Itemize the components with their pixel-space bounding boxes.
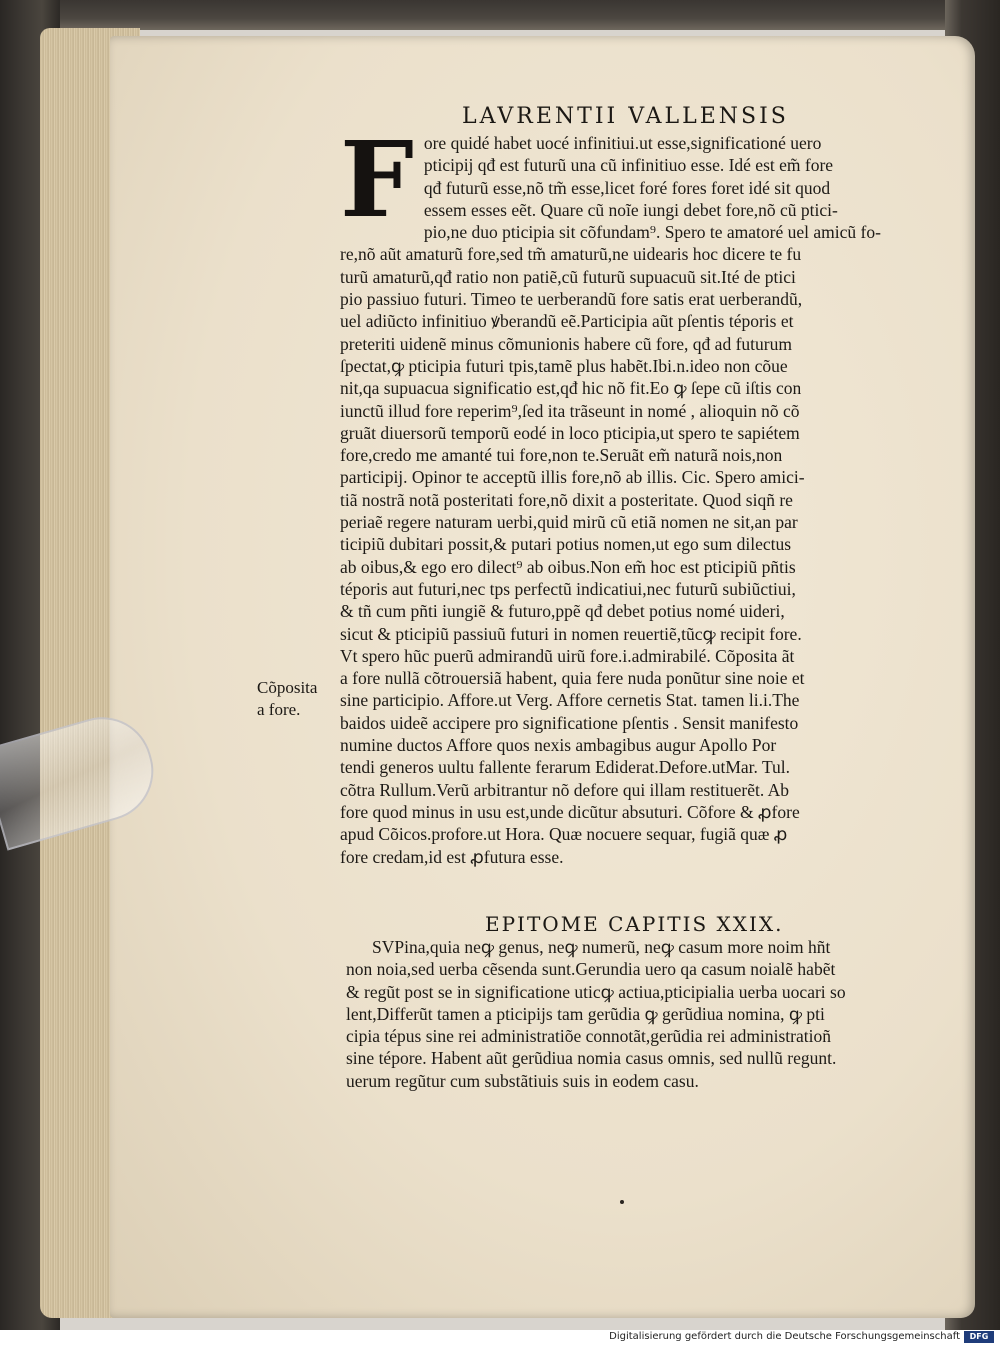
text-line: a fore nullã cõtrouersiã habent, quia fere nuda ponũtur sine noie et bbox=[340, 668, 805, 689]
text-line: SVPina,quia neꝙ genus, neꝙ numerũ, neꝙ casum more noim hñt bbox=[372, 937, 831, 957]
text-line: numine ductos Affore quos nexis ambagibus augur Apollo Por bbox=[340, 735, 777, 756]
text-line: téporis aut futuri,nec tps perfectũ indicatiui,nec futurũ subiũctiui, bbox=[340, 578, 796, 599]
book-cover-top bbox=[0, 0, 1000, 30]
text-line: qđ futurũ esse,nõ tm̃ esse,licet foré fores foret idé sit quod bbox=[423, 177, 831, 198]
marginal-note bbox=[257, 677, 342, 721]
page-speck bbox=[620, 1200, 624, 1204]
text-line: sine participio. Affore.ut Verg. Affore cernetis Stat. tamen li.i.The bbox=[340, 690, 800, 711]
text-line: nit,qa supuacua significatio est,qđ hic nõ fit.Eo ꝙ ſepe cũ iſtis con bbox=[340, 378, 802, 399]
text-line: & regũt post se in significatione uticꝙ actiua,pticipialia uerba uocari so bbox=[346, 981, 846, 1002]
text-line: tiã nostrã notã posteritati fore,nõ dixit a posteritate. Quod siqñ re bbox=[340, 489, 793, 510]
text-line: iunctũ illud fore reperim⁹,ſed ita trãseunt in nomé , alioquin nõ cõ bbox=[340, 400, 800, 421]
text-line: fore credam,id est ꝓfutura esse. bbox=[340, 846, 564, 867]
marginal-note-line: Cõposita bbox=[257, 678, 318, 697]
text-line: pio,ne duo pticipia sit cõfundam⁹. Spero te amatoré uel amicũ fo- bbox=[423, 222, 881, 243]
epitome-lines bbox=[346, 936, 946, 1092]
text-line: gruãt diuersorũ temporũ eodé in loco pticipia,ut spero te sapiétem bbox=[340, 422, 800, 443]
text-line: lent,Differũt tamen a pticipijs tam gerũdia ꝙ gerũdiua nomina, ꝙ pti bbox=[346, 1003, 825, 1024]
text-line: non noia,sed uerba cẽsenda sunt.Gerundia uero qa casum noialẽ habẽt bbox=[346, 959, 836, 980]
running-header: LAVRENTII VALLENSIS bbox=[462, 104, 789, 129]
text-line: sine tépore. Habent aũt gerũdiua nomia casus omnis, sed nullũ regunt. bbox=[346, 1048, 837, 1069]
footer-credit: Digitalisierung gefördert durch die Deutsche Forschungsgemeinschaft bbox=[609, 1331, 960, 1342]
text-line: re,nõ aũt amaturũ fore,sed tm̃ amaturũ,ne uidearis hoc dicere te fu bbox=[340, 244, 802, 265]
body-lines bbox=[340, 118, 940, 868]
text-line: apud Cõicos.profore.ut Hora. Quæ nocuere sequar, fugiã quæ ꝓ bbox=[340, 824, 788, 845]
text-line: ab oibus,& ego ero dilect⁹ ab oibus.Non em̃ hoc est pticipiũ pñtis bbox=[340, 556, 796, 577]
text-line: fore quod minus in usu est,unde dicũtur absuturi. Cõfore & ꝓfore bbox=[340, 801, 800, 822]
drop-cap-initial: F bbox=[340, 118, 414, 241]
text-line: ſpectat,ꝙ pticipia futuri tpis,tamẽ plus habẽt.Ibi.n.ideo non cõue bbox=[340, 355, 788, 376]
text-line: uel adiũcto infinitiuo ꝟberandũ eẽ.Participia aũt pſentis téporis et bbox=[340, 311, 794, 332]
epitome-title: EPITOME CAPITIS XXIX. bbox=[485, 912, 784, 936]
text-line: uerum regũtur cum substãtiuis suis in eodem casu. bbox=[346, 1070, 699, 1091]
text-line: pio passiuo futuri. Timeo te uerberandũ fore satis erat uerberandũ, bbox=[340, 289, 803, 310]
text-line: tendi generos uultu fallente ferarum Ediderat.Defore.utMar. Tul. bbox=[340, 757, 791, 778]
text-line: fore,credo me amanté tui fore,non te.Seruãt em̃ naturã nois,non bbox=[340, 445, 783, 466]
text-line: ore quidé habet uocé infinitiui.ut esse,significationé uero bbox=[423, 133, 822, 153]
marginal-note-line: a fore. bbox=[257, 700, 301, 719]
dfg-logo: DFG bbox=[964, 1331, 994, 1343]
text-line: Vt spero hũc puerũ admirandũ uirũ fore.i.admirabilé. Cõposita ãt bbox=[340, 645, 795, 666]
text-line: cõtra Rullum.Verũ arbitrantur nõ defore qui illam restituerẽt. Ab bbox=[340, 779, 790, 800]
text-line: participij. Opinor te acceptũ illis fore,nõ ab illis. Cic. Spero amici- bbox=[340, 467, 805, 488]
text-line: ticipiũ dubitari possit,& putari potius nomen,ut ego sum dilectus bbox=[340, 534, 792, 555]
epitome-text bbox=[346, 936, 946, 1092]
text-line: sicut & pticipiũ passiuũ futuri in nomen reuertiẽ,tũcꝙ recipit fore. bbox=[340, 623, 802, 644]
text-line: essem esses eẽt. Quare cũ noĩe iungi debet fore,nõ cũ ptici- bbox=[423, 199, 838, 220]
text-line: cipia tépus sine rei administratiõe connotãt,gerũdia rei administratioñ bbox=[346, 1026, 831, 1047]
text-line: turũ amaturũ,qđ ratio non patiẽ,cũ futurũ supuacuũ sit.Ité de ptici bbox=[340, 266, 796, 287]
main-text bbox=[340, 118, 940, 868]
text-line: & tñ cum pñti iungiẽ & futuro,ppẽ qđ debet potius nomé uideri, bbox=[340, 601, 785, 622]
text-line: baidos uideẽ accipere pro significatione pſentis . Sensit manifesto bbox=[340, 712, 799, 733]
text-line: preteriti uidenẽ minus cõmunionis habere cũ fore, qđ ad futurum bbox=[340, 333, 792, 354]
text-line: pticipij qđ est futurũ una cũ infinitiuo esse. Idé est em̃ fore bbox=[423, 155, 834, 176]
text-line: periaẽ regere naturam uerbi,quid mirũ cũ etiã nomen ne sit,an par bbox=[340, 512, 798, 533]
